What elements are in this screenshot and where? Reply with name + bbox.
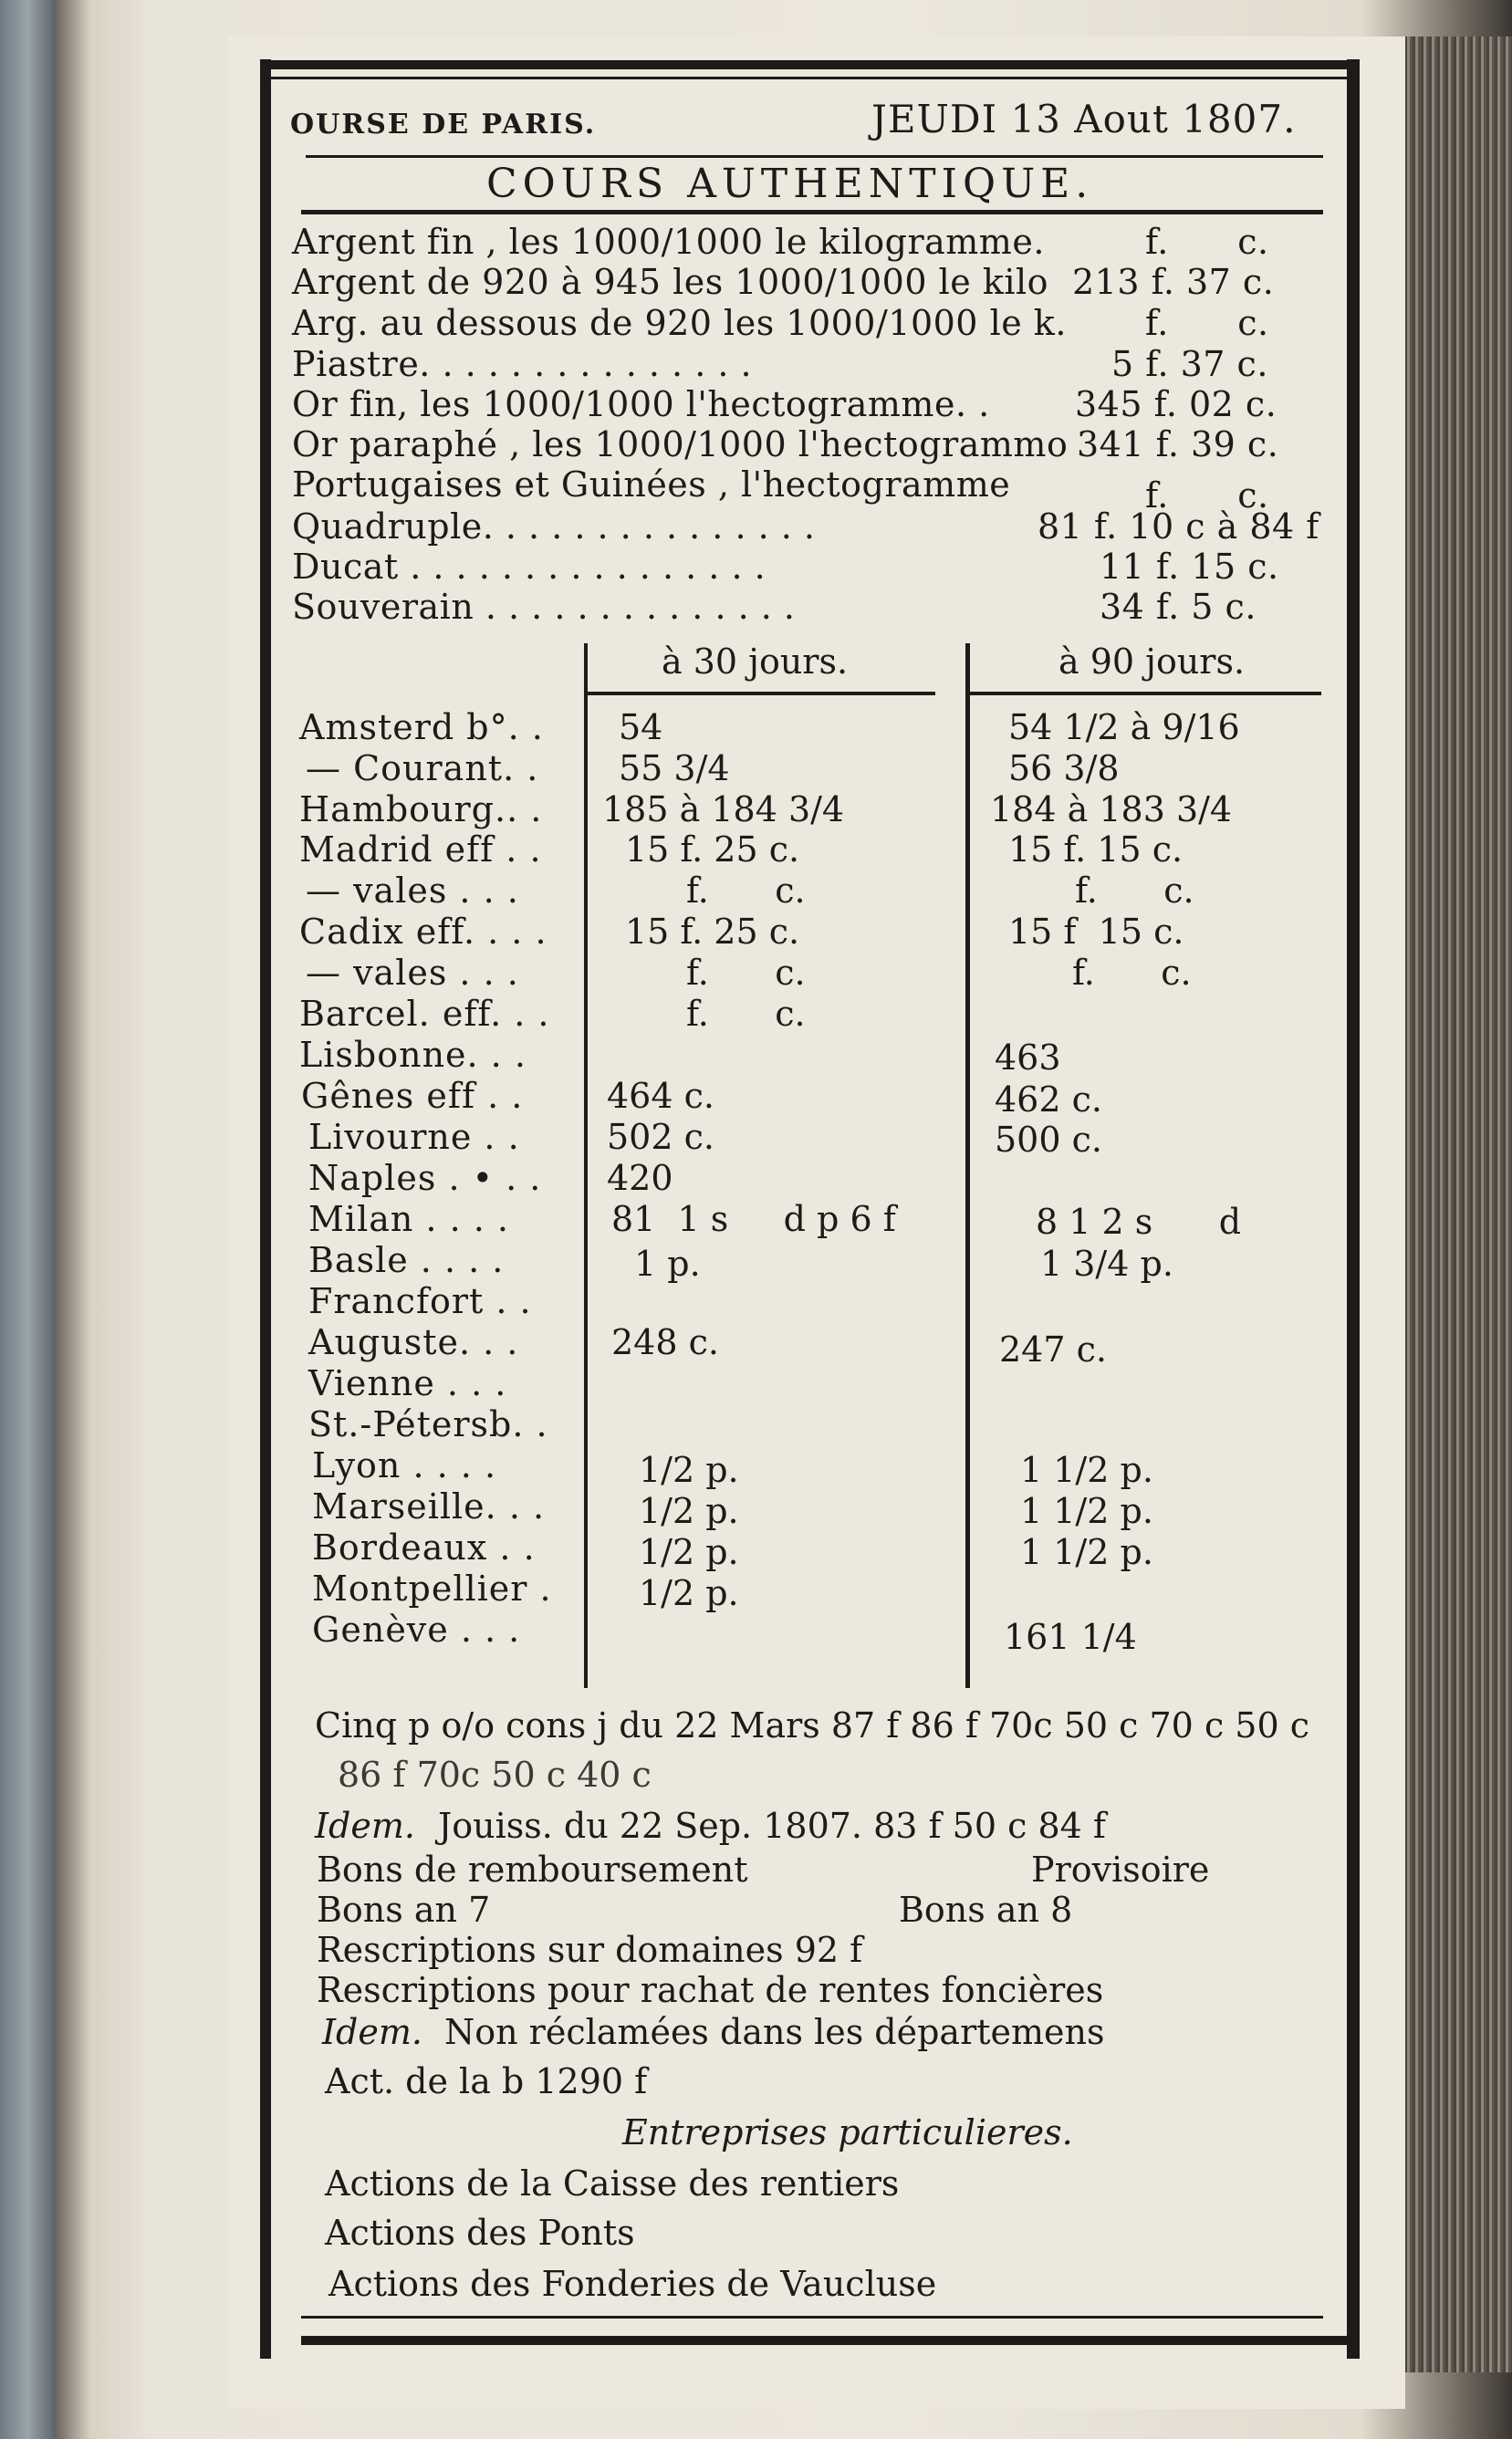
city-label: Lisbonne. . . — [299, 1035, 527, 1075]
rate-30: 15 f. 25 c. — [625, 912, 800, 952]
rate-90: 1 1/2 p. — [1020, 1491, 1153, 1531]
rate-30: f. c. — [686, 994, 806, 1034]
city-label: Cadix eff. . . . — [299, 912, 547, 952]
city-label: Milan . . . . — [308, 1199, 509, 1239]
city-label: Francfort . . — [308, 1281, 532, 1321]
rate-30: 1/2 p. — [639, 1573, 739, 1613]
idem-label: Idem. — [315, 1806, 415, 1846]
title-rule — [301, 210, 1323, 214]
rate-90: f. c. — [1075, 870, 1194, 911]
col-header-rule-left — [584, 692, 935, 695]
bottom-rule-thick — [301, 2336, 1355, 2345]
rate-90: f. c. — [1072, 953, 1192, 993]
rate-90: 54 1/2 à 9/16 — [1008, 707, 1240, 747]
bottom-rule-thin — [301, 2316, 1323, 2319]
rate-30: 464 c. — [607, 1076, 714, 1116]
rate-30: 54 — [619, 707, 663, 747]
rate-90: 463 — [995, 1037, 1061, 1078]
rescriptions-domaines: Rescriptions sur domaines 92 f — [317, 1930, 863, 1970]
col-divider-right — [965, 643, 970, 1688]
city-label: Genève . . . — [312, 1610, 521, 1650]
metal-label: Argent de 920 à 945 les 1000/1000 le kilo — [292, 262, 1049, 302]
metal-price: 5 f. 37 c. — [1111, 344, 1268, 384]
actions-ponts: Actions des Ponts — [325, 2213, 635, 2253]
col-header-30: à 30 jours. — [662, 641, 849, 682]
rate-30: 1/2 p. — [639, 1491, 739, 1531]
city-label: Auguste. . . — [308, 1322, 519, 1362]
rescriptions-rachat: Rescriptions pour rachat de rentes foncières — [317, 1970, 1104, 2010]
rate-30: 1/2 p. — [639, 1450, 739, 1490]
metal-price: 11 f. 15 c. — [1100, 547, 1279, 587]
metal-label: Or paraphé , les 1000/1000 l'hectogrammo — [292, 424, 1069, 464]
city-label: Livourne . . — [308, 1117, 520, 1157]
cinq-line-2: 86 f 70c 50 c 40 c — [338, 1755, 652, 1795]
metal-price: 34 f. 5 c. — [1100, 587, 1257, 627]
idem-label-2: Idem. — [322, 2012, 422, 2052]
metal-label: Or fin, les 1000/1000 l'hectogramme. . — [292, 384, 990, 424]
rate-30: 1 p. — [634, 1244, 701, 1284]
idem-jouiss: Jouiss. du 22 Sep. 1807. 83 f 50 c 84 f — [438, 1806, 1106, 1846]
rate-90: 15 f 15 c. — [1008, 912, 1184, 952]
cours-title: COURS AUTHENTIQUE. — [486, 161, 1094, 207]
rate-90: 1 1/2 p. — [1020, 1450, 1153, 1490]
rate-90: 15 f. 15 c. — [1008, 829, 1184, 870]
city-label: Basle . . . . — [308, 1240, 505, 1280]
actions-banque: Act. de la b 1290 f — [325, 2061, 648, 2101]
rate-30: 185 à 184 3/4 — [602, 789, 845, 829]
actions-fonderies: Actions des Fonderies de Vaucluse — [328, 2264, 937, 2304]
city-label: Madrid eff . . — [299, 829, 542, 870]
city-label: Vienne . . . — [308, 1363, 507, 1403]
col-divider-left — [584, 643, 588, 1688]
rate-30: 248 c. — [611, 1322, 719, 1362]
metal-price: 213 f. 37 c. — [1072, 262, 1275, 302]
city-label: Amsterd b°. . — [299, 707, 544, 747]
page-edges — [1396, 36, 1512, 2372]
rate-30: 55 3/4 — [619, 748, 730, 788]
rate-30: f. c. — [686, 870, 806, 911]
city-label: Lyon . . . . — [312, 1445, 497, 1485]
rate-30: 420 — [607, 1158, 673, 1198]
cinq-line-1: Cinq p o/o cons j du 22 Mars 87 f 86 f 70c 50 c 70 c 50 c — [315, 1705, 1310, 1746]
rate-90: 1 3/4 p. — [1040, 1244, 1173, 1284]
issue-date: JEUDI 13 Aout 1807. — [871, 97, 1297, 141]
metal-label: Portugaises et Guinées , l'hectogramme — [292, 464, 1011, 505]
rate-30: 81 1 s d p 6 f — [611, 1199, 896, 1239]
city-label: — vales . . . — [306, 953, 519, 993]
idem-non-reclamees: Non réclamées dans les départemens — [444, 2012, 1105, 2052]
city-label: Bordeaux . . — [312, 1527, 536, 1568]
metal-price: f. c. — [1145, 475, 1269, 516]
rate-30: 15 f. 25 c. — [625, 829, 800, 870]
city-label: Montpellier . — [312, 1569, 552, 1609]
city-label: St.-Pétersb. . — [308, 1404, 548, 1444]
masthead-left: OURSE DE PARIS. — [290, 109, 597, 141]
metal-price: 341 f. 39 c. — [1077, 424, 1279, 464]
rate-90: 462 c. — [995, 1079, 1102, 1120]
col-header-90: à 90 jours. — [1058, 641, 1246, 682]
metal-label: Souverain . . . . . . . . . . . . . . — [292, 587, 796, 627]
rate-90: 8 1 2 s d — [1036, 1202, 1242, 1242]
metal-label: Arg. au dessous de 920 les 1000/1000 le k. — [292, 303, 1067, 343]
bons-remboursement: Bons de remboursement — [317, 1850, 748, 1890]
header-rule — [306, 155, 1323, 158]
city-label: Hambourg.. . — [299, 789, 543, 829]
city-label: Naples . • . . — [308, 1158, 542, 1198]
metal-label: Quadruple. . . . . . . . . . . . . . . — [292, 506, 816, 547]
rate-90: 1 1/2 p. — [1020, 1532, 1153, 1572]
rate-30: 1/2 p. — [639, 1532, 739, 1572]
provisoire: Provisoire — [1031, 1850, 1210, 1890]
bons-an-8: Bons an 8 — [899, 1890, 1073, 1930]
rate-30: 502 c. — [607, 1117, 714, 1157]
city-label: Marseille. . . — [312, 1486, 546, 1527]
top-rule-thin — [265, 77, 1355, 79]
rate-90: 161 1/4 — [1004, 1617, 1137, 1657]
top-rule-thick — [265, 60, 1355, 69]
metal-label: Argent fin , les 1000/1000 le kilogramme. — [292, 222, 1045, 262]
rate-30: f. c. — [686, 953, 806, 993]
bons-an-7: Bons an 7 — [317, 1890, 491, 1930]
rate-90: 56 3/8 — [1008, 748, 1120, 788]
actions-caisse: Actions de la Caisse des rentiers — [325, 2163, 900, 2204]
city-label: Barcel. eff. . . — [299, 994, 550, 1034]
city-label: — Courant. . — [306, 748, 539, 788]
rate-90: 247 c. — [999, 1329, 1107, 1370]
rate-90: 184 à 183 3/4 — [990, 789, 1233, 829]
metal-label: Ducat . . . . . . . . . . . . . . . . — [292, 547, 766, 587]
metal-label: Piastre. . . . . . . . . . . . . . . — [292, 344, 753, 384]
city-label: — vales . . . — [306, 870, 519, 911]
col-header-rule-right — [965, 692, 1321, 695]
metal-price: f. c. — [1145, 222, 1269, 262]
binding-left — [0, 0, 55, 2439]
rate-90: 500 c. — [995, 1120, 1102, 1160]
metal-price: 81 f. 10 c à 84 f — [1038, 506, 1319, 547]
metal-price: 345 f. 02 c. — [1075, 384, 1277, 424]
city-label: Gênes eff . . — [301, 1076, 524, 1116]
entreprises-heading: Entreprises particulieres. — [622, 2112, 1073, 2152]
metal-price: f. c. — [1145, 303, 1269, 343]
